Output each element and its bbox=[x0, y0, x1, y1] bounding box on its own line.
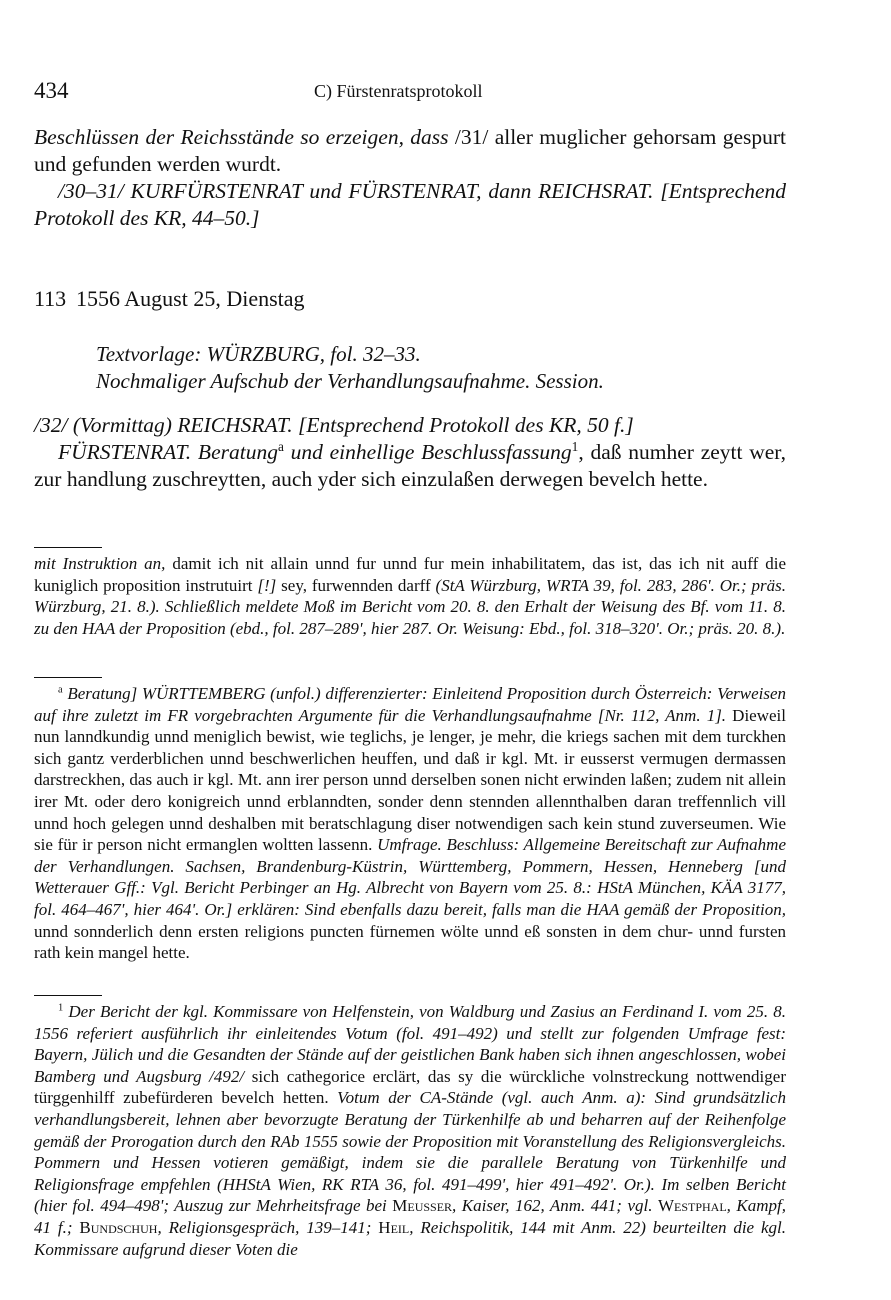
entry-number: 113 bbox=[34, 286, 67, 311]
author-name: Westphal bbox=[657, 1196, 727, 1216]
body-paragraph: FÜRSTENRAT. Beratung$^a$ und einhellige Beschlussfassung$^1$, daß numher zeytt wer, zur handlung zuschreytten, auch yder sich einzulaßen derwegen bevelch hette. bbox=[34, 438, 786, 491]
continuation-paragraph: Beschlüssen der Reichsstände so erzeigen, dass /31/ aller muglicher gehorsam gespurt und gefunden werden wurdt. bbox=[34, 125, 786, 176]
running-title: C) Fürstenratsprotokoll bbox=[314, 81, 483, 101]
footnote-ref-1[interactable]: 1 bbox=[571, 438, 579, 454]
footnote-rule bbox=[34, 677, 102, 678]
footnote-ref-a[interactable]: a bbox=[277, 438, 284, 454]
page-number: 434 bbox=[34, 78, 69, 103]
source-line: Textvorlage: WÜRZBURG, fol. 32–33. bbox=[96, 342, 421, 366]
continuation-text bbox=[34, 124, 786, 232]
footnote-rule bbox=[34, 995, 102, 996]
entry-heading bbox=[34, 286, 786, 312]
footnote-continuation: mit Instruktion an, damit ich nit allain unnd fur unnd fur mein inhabilitatem, das ist, das ich nit auff die kuniglich proposition instrutuirt [!] sey, furwennden darff (StA Würzburg, WRTA 39, fol. 283, 286'. Or.; präs. Würzburg, 21. 8.). Schließlich meldete Moß im Bericht vom 20. 8. den Erhalt der Weisung des Bf. vom 11. 8. zu den HAA der Proposition (ebd., fol. 287–289', hier 287. Or. Weisung: Ebd., fol. 318–320'. Or.; präs. 20. 8.). bbox=[34, 554, 787, 638]
author-name: Bundschuh bbox=[79, 1217, 158, 1237]
summary-line: Nochmaliger Aufschub der Verhandlungsaufnahme. Session. bbox=[96, 369, 604, 393]
footnote-a: $^a$ Beratung] WÜRTTEMBERG (unfol.) differenzierter: Einleitend Proposition durch Österreich: Verweisen auf ihre zuletzt im FR vorgebrachten Argumente für die Verhandlungsaufnahme [Nr. 112, Anm. 1]. Dieweil nun lanndkundig unnd meniglich bewist, wie teglichs, je lenger, je mehr, die kriegs sachen mit dem turckhen sich gantz verderblichen unnd beschwerlichen heuffen, und daß ir kgl. Mt. ir eusserst vermugen dermassen darstreckhen, das auch ir kgl. Mt. ann irer person unnd derselben sonen nicht erwinden laßen; zudem nit allein irer Mt. oder dero konigreich unnd erblanndten, sonder denn stennden allennthalben daran treffennlich vill unnd hoch gelegen unnd deshalben mit beratschlagung diser notwendigen sach kein stund zuverseumen. Wie sie für ir person nicht ermanglen woltten lassenn. Umfrage. Beschluss: Allgemeine Bereitschaft zur Aufnahme der Verhandlungen. Sachsen, Brandenburg-Küstrin, Württemberg, Pommern, Hessen, Henneberg [und Wetterauer Gff.: Vgl. Bericht Perbinger an Hg. Albrecht von Bayern vom 25. 8.: HStA München, KÄA 3177, fol. 464–467', hier 464'. Or.] erklären: Sind ebenfalls dazu bereit, falls man die HAA gemäß der Proposition, unnd sonnderlich denn ersten religions puncten fürnemen wölte unnd eß sonsten in dem chur- unnd fursten rath kein mangel hette. bbox=[34, 684, 786, 963]
footnote-marker: 1 bbox=[58, 1002, 64, 1014]
footnote-1: $^1$ Der Bericht der kgl. Kommissare von Helfenstein, von Waldburg und Zasius an Ferdinand I. vom 25. 8. 1556 referiert ausführlich ihr einleitendes Votum (fol. 491–492) und stellt zur folgenden Umfrage fest: Bayern, Jülich und die Gesandten der Stände auf der geistlichen Bank haben sich ihnen angeschlossen, wobei Bamberg und Augsburg /492/ sich cathegorice erclärt, das sy die würckliche volnstreckung nottwendiger türggenhilff zubefürderen bevelch hetten. Votum der CA-Stände (vgl. auch Anm. a): Sind grundsätzlich verhandlungsbereit, lehnen aber bevorzugte Beratung der Türkenhilfe ab und beharren auf der Reihenfolge gemäß der Prorogation durch den RAb 1555 sowie der Proposition mit Voranstellung des Religionsvergleichs. Pommern und Hessen votieren gemäßigt, indem sie die parallele Beratung von Türkenhilfe und Religionsfrage empfehlen (HHStA Wien, RK RTA 36, fol. 491–499', hier 491–492'. Or.). Im selben Bericht (hier fol. 494–498'; Auszug zur Mehrheitsfrage bei Meusser, Kaiser, 162, Anm. 441; vgl. Westphal, Kampf, 41 f.; Bundschuh, Religionsgespräch, 139–141; Heil, Reichspolitik, 144 mit Anm. 22) beurteilten die kgl. Kommissare aufgrund dieser Voten die bbox=[34, 1002, 787, 1259]
author-name: Heil bbox=[378, 1217, 410, 1237]
page-header bbox=[34, 78, 786, 108]
author-name: Meusser bbox=[392, 1196, 453, 1216]
council-note: /30–31/ KURFÜRSTENRAT und FÜRSTENRAT, dann REICHSRAT. [Entsprechend Protokoll des KR, 44–50.] bbox=[34, 179, 786, 230]
footnote-rule bbox=[34, 547, 102, 548]
entry-body bbox=[34, 412, 786, 493]
session-line: /32/ (Vormittag) REICHSRAT. [Entsprechend Protokoll des KR, 50 f.] bbox=[34, 413, 634, 437]
source-block bbox=[34, 341, 848, 395]
entry-date: 1556 August 25, Dienstag bbox=[76, 286, 305, 311]
footnote-marker: a bbox=[58, 684, 63, 696]
